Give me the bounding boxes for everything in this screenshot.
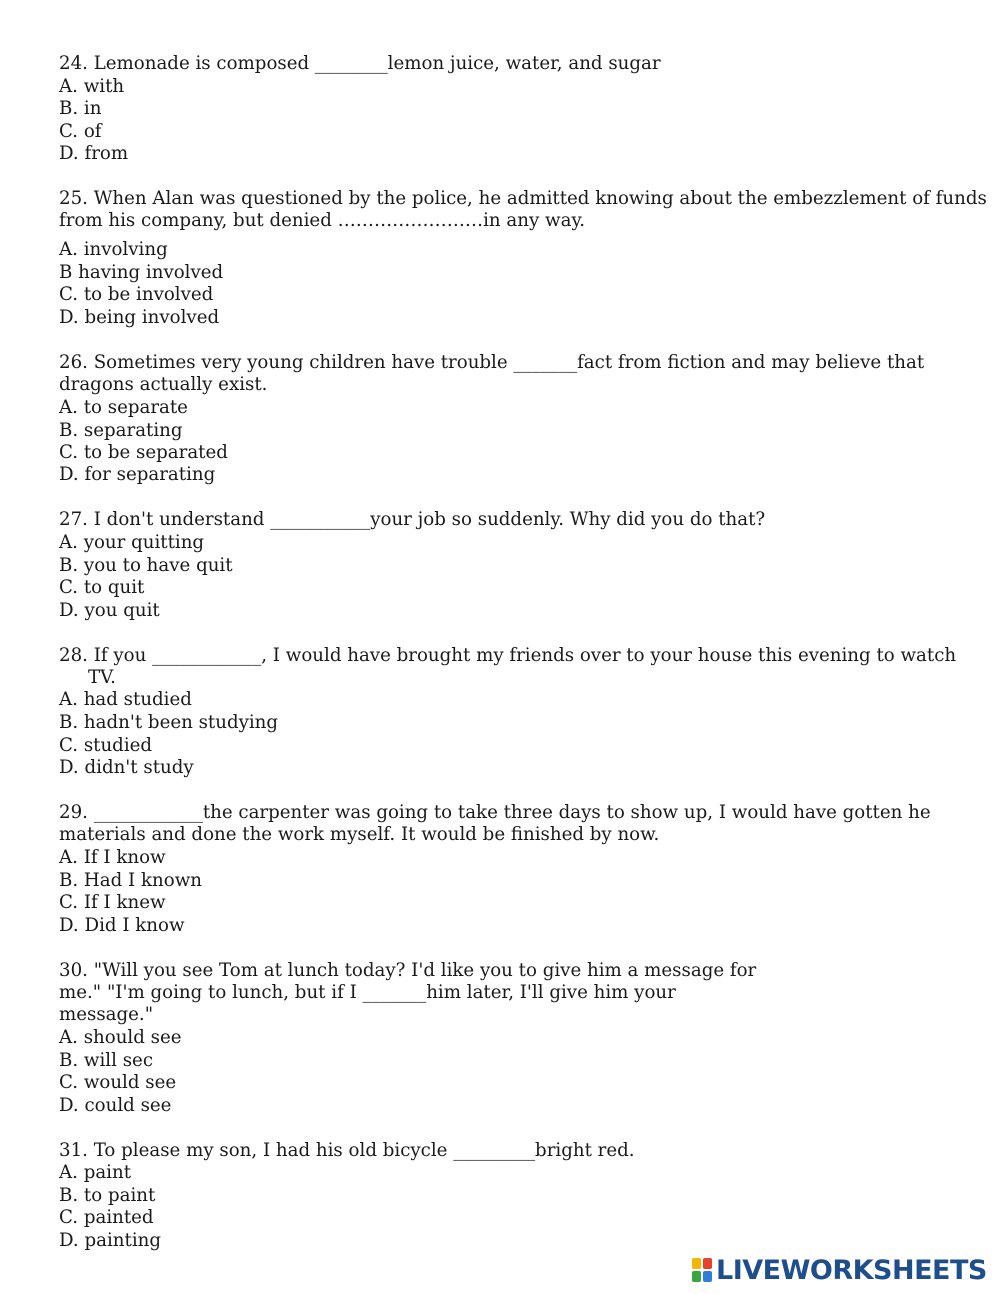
q24-option-b: B. in [59,98,102,119]
q30-stem-line2: me." "I'm going to lunch, but if I _______him later, I'll give him your [59,982,676,1003]
q31-option-c: C. painted [59,1207,154,1228]
q24-option-a: A. with [59,76,125,97]
q25-option-b: B having involved [59,262,224,283]
q30-stem-line3: message." [59,1004,154,1025]
q31-option-b: B. to paint [59,1185,156,1206]
q26-option-c: C. to be separated [59,442,228,463]
q31-option-d: D. painting [59,1230,161,1251]
q30-option-c: C. would see [59,1072,177,1093]
q30-stem-line1: 30. "Will you see Tom at lunch today? I'd like you to give him a message for [59,960,757,981]
q27-option-a: A. your quitting [59,532,205,553]
logo-block [703,1271,712,1282]
q28-stem-line2: TV. [88,667,116,688]
q26-option-a: A. to separate [59,397,188,418]
q28-stem-line1: 28. If you ____________, I would have brought my friends over to your house this evening to watch [59,645,957,666]
q30-option-d: D. could see [59,1095,172,1116]
q25-stem-line1: 25. When Alan was questioned by the police, he admitted knowing about the embezzlement of funds [59,188,987,209]
logo-block [692,1258,701,1269]
q24-stem: 24. Lemonade is composed ________lemon juice, water, and sugar [59,53,661,74]
logo-block [692,1271,701,1282]
liveworksheets-logo [692,1255,987,1285]
q25-option-a: A. involving [59,239,168,260]
q26-option-d: D. for separating [59,464,216,485]
q24-option-c: C. of [59,121,102,142]
q28-option-d: D. didn't study [59,757,194,778]
q26-option-b: B. separating [59,420,183,441]
q30-option-a: A. should see [59,1027,182,1048]
logo-text: LIVEWORKSHEETS [716,1254,987,1286]
q28-option-a: A. had studied [59,689,192,710]
q28-option-b: B. hadn't been studying [59,712,279,733]
q29-option-a: A. If I know [59,847,166,868]
q24-option-d: D. from [59,143,129,164]
q26-stem-line2: dragons actually exist. [59,374,268,395]
q27-option-c: C. to quit [59,577,145,598]
q27-option-b: B. you to have quit [59,555,233,576]
q25-option-d: D. being involved [59,307,220,328]
q31-stem: 31. To please my son, I had his old bicycle _________bright red. [59,1140,635,1161]
q25-option-c: C. to be involved [59,284,214,305]
q29-option-c: C. If I knew [59,892,166,913]
q25-stem-line2: from his company, but denied ……………………in any way. [59,210,586,231]
logo-blocks-icon [692,1258,712,1282]
q27-stem: 27. I don't understand ___________your job so suddenly. Why did you do that? [59,509,766,530]
q29-option-b: B. Had I known [59,870,202,891]
q28-option-c: C. studied [59,735,153,756]
q30-option-b: B. will sec [59,1050,154,1071]
logo-block [703,1258,712,1269]
q26-stem-line1: 26. Sometimes very young children have trouble _______fact from fiction and may believe that [59,352,925,373]
q29-option-d: D. Did I know [59,915,185,936]
q29-stem-line1: 29. ____________the carpenter was going to take three days to show up, I would have gotten he [59,802,931,823]
q29-stem-line2: materials and done the work myself. It would be finished by now. [59,824,660,845]
q31-option-a: A. paint [59,1162,132,1183]
q27-option-d: D. you quit [59,600,160,621]
